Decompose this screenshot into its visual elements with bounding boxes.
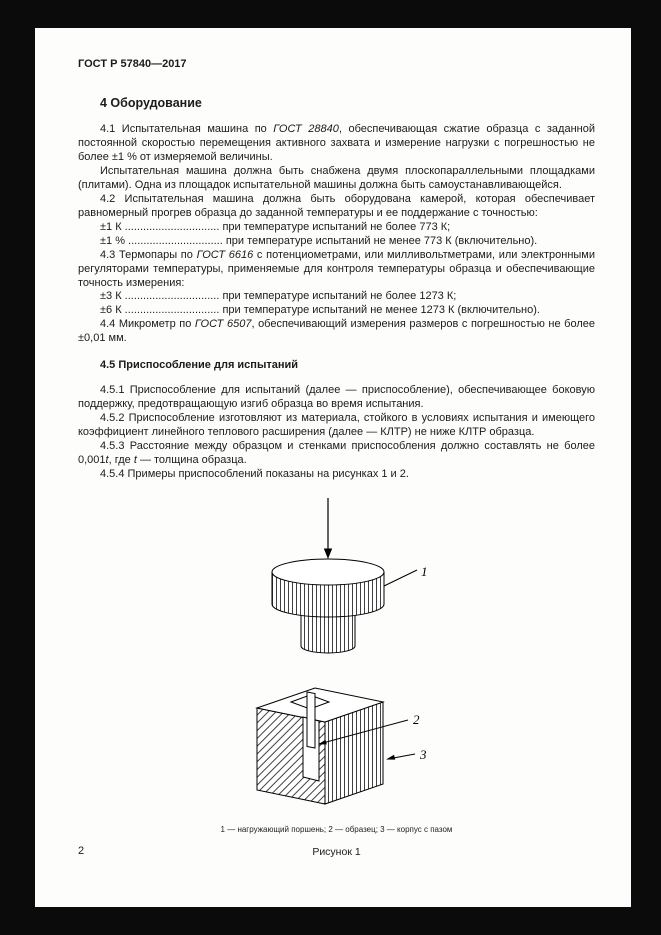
- text-segment: , где: [108, 454, 134, 467]
- figure-label-1: 1: [420, 564, 427, 580]
- page-number: 2: [78, 845, 85, 858]
- figure-label-3: 3: [419, 747, 426, 763]
- text-segment: — толщина образца.: [136, 454, 247, 467]
- gost-reference: ГОСТ 6507: [194, 318, 252, 331]
- text-segment: , обеспечивающий измерения размеров с погрешностью не более ±0,01 мм.: [78, 318, 595, 345]
- text-segment: 4.5.3 Расстояние между образцом и стенками приспособления должно составлять не более 0,001: [78, 440, 595, 467]
- tolerance-line-1: ±1 К ............................... при температуре испытаний не более 773 К;: [100, 220, 451, 233]
- text-segment: 4.1 Испытательная машина по: [100, 122, 274, 135]
- paragraph-4-5-3: [78, 440, 595, 468]
- holder-body-drawing: [257, 688, 383, 804]
- section-heading: 4 Оборудование: [100, 95, 202, 110]
- text-segment: 4.3 Термопары по: [100, 248, 197, 261]
- tolerance-line-3: ±3 К ............................... при температуре испытаний не более 1273 К;: [100, 290, 457, 303]
- figure-1-drawing: [187, 496, 487, 818]
- paragraph-4-4: [78, 318, 595, 346]
- variable-t: t: [105, 454, 109, 467]
- document-page: [35, 28, 631, 907]
- doc-number: ГОСТ Р 57840—2017: [78, 58, 187, 70]
- paragraph-4-5-2: 4.5.2 Приспособление изготовляют из материала, стойкого в условиях испытания и имеющего коэффициент линейного теплового расширения (далее — КЛТР) не ниже КЛТР образца.: [78, 412, 595, 439]
- figure-caption: 1 — нагружающий поршень; 2 — образец; 3 — корпус с пазом: [220, 825, 453, 835]
- leader-arrowhead-3: [386, 755, 395, 760]
- leader-line-1: [384, 570, 417, 586]
- page-content: [35, 28, 631, 907]
- gost-reference: ГОСТ 28840: [273, 122, 339, 135]
- figure-name: Рисунок 1: [312, 846, 361, 859]
- paragraph-4-5-1: 4.5.1 Приспособление для испытаний (далее — приспособление), обеспечивающее боковую поддержку, предотвращающую изгиб образца во время испытания.: [78, 384, 595, 411]
- paragraph-4-5-4: 4.5.4 Примеры приспособлений показаны на рисунках 1 и 2.: [100, 468, 409, 481]
- paragraph-4-1: [78, 123, 595, 165]
- paragraph-4-3: [78, 249, 595, 291]
- text-segment: 4.4 Микрометр по: [100, 318, 195, 331]
- tolerance-line-4: ±6 К ............................... при температуре испытаний не менее 1273 К (включительно).: [100, 304, 540, 317]
- paragraph-4-1b: Испытательная машина должна быть снабжена двумя плоскопараллельными площадками (плитами). Одна из площадок испытательной машины должна быть самоустанавливающейся.: [78, 164, 595, 191]
- gost-reference: ГОСТ 6616: [196, 248, 254, 261]
- paragraph-4-2: 4.2 Испытательная машина должна быть оборудована камерой, которая обеспечивает равномерный прогрев образца до заданной температуры и ее поддержание с точностью:: [78, 192, 595, 219]
- figure-1: [78, 496, 595, 859]
- load-arrow-icon: [323, 498, 331, 559]
- subsection-heading: 4.5 Приспособление для испытаний: [100, 359, 299, 372]
- figure-label-2: 2: [412, 712, 419, 728]
- text-segment: с потенциометрами, или милливольтметрами, или электронными регуляторами температуры, применяемые для контроля температуры образца и обеспечивающие точность измерения:: [78, 248, 596, 289]
- tolerance-line-2: ±1 % ............................... при температуре испытаний не менее 773 К (включительно).: [100, 234, 538, 247]
- variable-t: t: [133, 454, 137, 467]
- piston-drawing: [272, 559, 384, 653]
- text-segment: , обеспечивающая сжатие образца с заданной постоянной скоростью перемещения активного захвата и измерение нагрузки с погрешностью не более ±1 % от измеряемой величины.: [78, 122, 595, 163]
